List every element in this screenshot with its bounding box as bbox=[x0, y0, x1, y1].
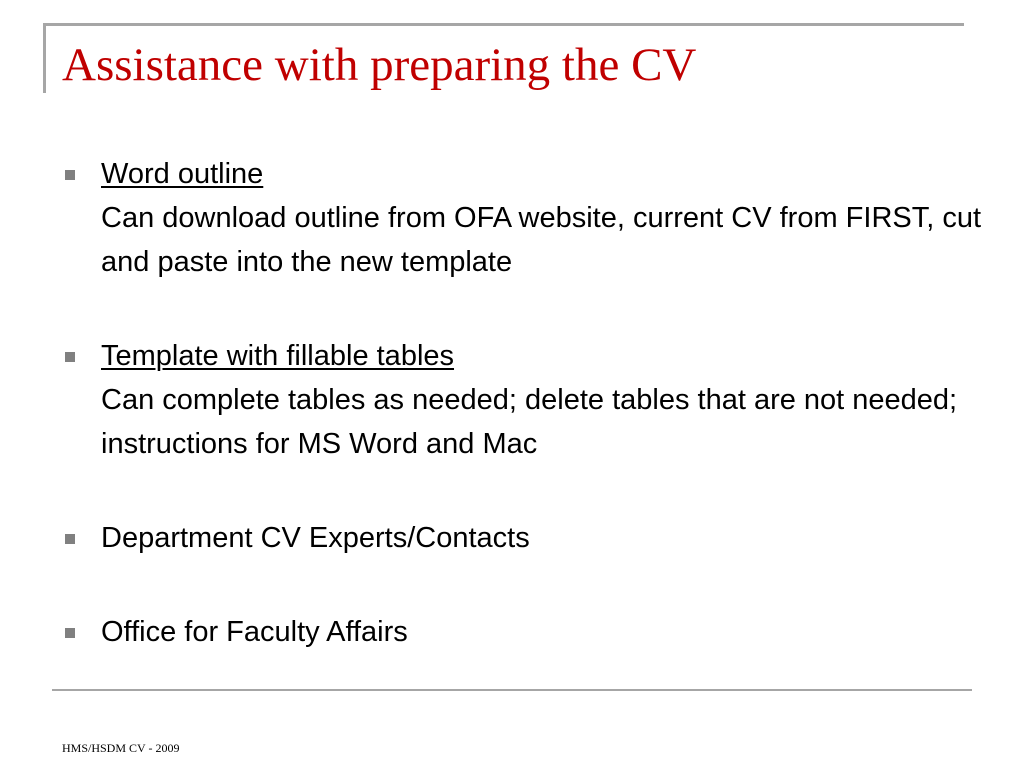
bullet-heading: Office for Faculty Affairs bbox=[101, 616, 408, 648]
bullet-item-department-contacts bbox=[62, 516, 992, 560]
bullet-item-office-faculty-affairs bbox=[62, 610, 992, 654]
square-bullet-icon bbox=[65, 628, 75, 638]
bullet-list bbox=[62, 152, 992, 654]
bullet-item-template bbox=[62, 334, 992, 466]
bullet-heading: Template with fillable tables bbox=[101, 340, 455, 372]
square-bullet-icon bbox=[65, 170, 75, 180]
bullet-item-word-outline bbox=[62, 152, 992, 284]
bullet-body: Can complete tables as needed; delete tables that are not needed; instructions for MS Word and Mac bbox=[101, 384, 958, 460]
frame-left-line bbox=[43, 23, 46, 93]
frame-top-line bbox=[43, 23, 964, 26]
bullet-body: Can download outline from OFA website, current CV from FIRST, cut and paste into the new template bbox=[101, 202, 982, 278]
square-bullet-icon bbox=[65, 352, 75, 362]
slide-title: Assistance with preparing the CV bbox=[62, 39, 697, 91]
square-bullet-icon bbox=[65, 534, 75, 544]
slide-footer: HMS/HSDM CV - 2009 bbox=[62, 741, 180, 755]
footer-divider bbox=[52, 689, 972, 691]
bullet-heading: Word outline bbox=[101, 158, 264, 190]
bullet-heading: Department CV Experts/Contacts bbox=[101, 522, 530, 554]
